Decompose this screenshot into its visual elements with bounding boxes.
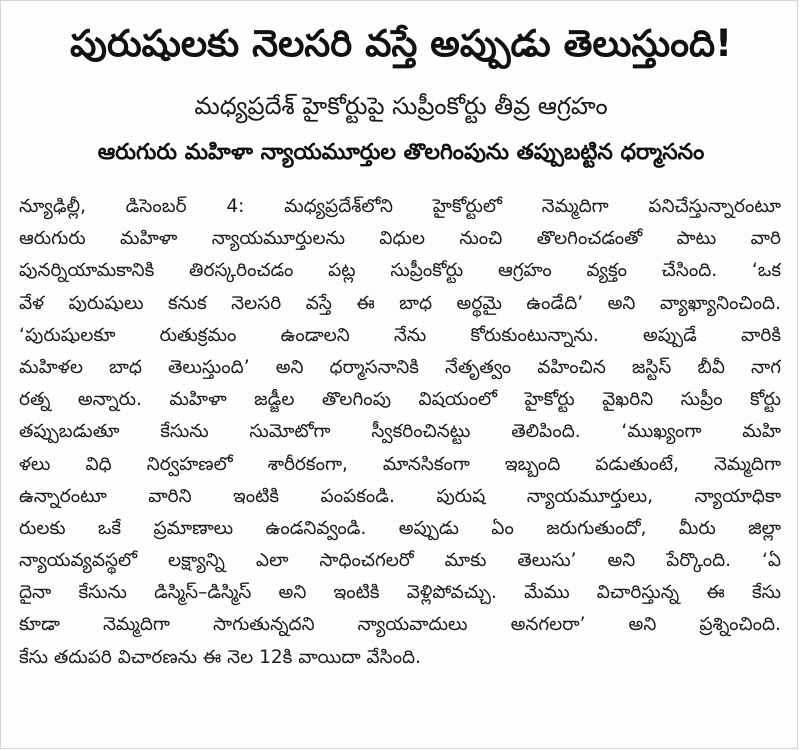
body-line: దైనా కేసును డిస్మిస్–డిస్మిస్ అని ఇంటికి వెళ్లిపోవచ్చు. మేము విచారిస్తున్న ఈ కేసు — [19, 582, 781, 604]
body-line: ‘పురుషులకూ రుతుక్రమం ఉండాలని నేను కోరుకుంటున్నాను. అప్పుడే వారికి — [19, 324, 781, 346]
body-line: కూడా నెమ్మదిగా సాగుతున్నదని న్యాయవాదులు అనగలరా’ అని ప్రశ్నించింది. — [19, 614, 781, 636]
article-body — [19, 191, 781, 674]
headline: పురుషులకు నెలసరి వస్తే అప్పుడు తెలుస్తుంది! — [70, 22, 732, 65]
body-line: మహిళల బాధ తెలుస్తుంది’ అని ధర్మాసనానికి నేతృత్వం వహించిన జస్టిస్ బీవీ నాగ — [19, 356, 781, 378]
body-line: వేళ పురుషులు కనుక నెలసరి వస్తే ఈ బాధ అర్థమై ఉండేది’ అని వ్యాఖ్యానించింది. — [19, 292, 781, 314]
body-line: రత్న అన్నారు. మహిళా జడ్జీల తొలగింపు విషయంలో హైకోర్టు వైఖరిని సుప్రీం కోర్టు — [19, 389, 781, 411]
body-line: పునర్నియామకానికి తిరస్కరించడం పట్ల సుప్రీంకోర్టు ఆగ్రహం వ్యక్తం చేసింది. ‘ఒక — [19, 260, 781, 282]
body-line: న్యాయవ్యవస్థలో లక్ష్యాన్ని ఎలా సాధించగలరో మాకు తెలుసు’ అని పేర్కొంది. ‘ఏ — [19, 550, 781, 572]
body-line: ళలు విధి నిర్వహణలో శారీరకంగా, మానసికంగా ఇబ్బంది పడుతుంటే, నెమ్మదిగా — [19, 453, 781, 475]
subheading: మధ్యప్రదేశ్ హైకోర్టుపై సుప్రీంకోర్టు తీవ్ర ఆగ్రహం — [194, 92, 608, 120]
body-line: కేసు తదుపరి విచారణను ఈ నెల 12కి వాయిదా వేసింది. — [19, 646, 421, 668]
body-line: ఆరుగురు మహిళా న్యాయమూర్తులను విధుల నుంచి తొలగించడంతో పాటు వారి — [19, 228, 781, 250]
subheading-secondary: ఆరుగురు మహిళా న్యాయమూర్తుల తొలగింపును తప్పుబట్టిన ధర్మాసనం — [97, 140, 705, 165]
body-line: న్యూఢిల్లీ, డిసెంబర్ 4: మధ్యప్రదేశ్‌లోని హైకోర్టులో నెమ్మదిగా పనిచేస్తున్నారంటూ — [19, 196, 781, 217]
body-line: రులకు ఒకే ప్రమాణాలు ఉండనివ్వండి. అప్పుడు ఏం జరుగుతుందో, మీరు జిల్లా — [19, 517, 781, 539]
body-line: ఉన్నారంటూ వారిని ఇంటికి పంపకండి. పురుష న్యాయమూర్తులు, న్యాయాధికా — [19, 485, 781, 507]
body-line: తప్పుబడుతూ కేసును సుమోటోగా స్వీకరించినట్టు తెలిపింది. ‘ముఖ్యంగా మహి — [19, 421, 781, 443]
